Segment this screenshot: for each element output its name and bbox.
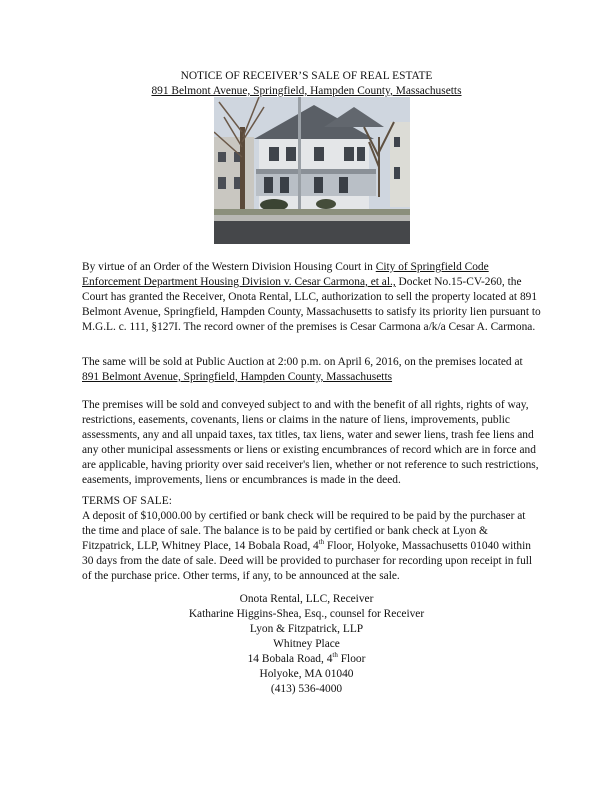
order-body-text: Docket No.15-CV-260, the Court has granted the Receiver, Onota Rental, LLC, authorization to sell the property located at 891 Belmont Avenue, Springfield, Hampden County, Massachusetts to satisfy its priority lien pursuant to M.G.L. c. 111, §127I. The record owner of the premises is Cesar Carmona a/k/a Cesar A. Carmona. — [82, 276, 541, 333]
signature-block — [0, 592, 613, 697]
terms-text-b: Floor, Holyoke, Massachusetts 01040 within 30 days from the date of sale. Deed will be provided to purchaser for recording upon receipt in full of the purchase price. Other terms, if any, to be announced at the sale. — [82, 540, 533, 582]
firm-city: Holyoke, MA 01040 — [259, 668, 354, 680]
auction-paragraph — [82, 355, 542, 385]
firm-street: 14 Bobala Road, 4th Floor — [247, 651, 366, 665]
terms-section — [82, 494, 542, 584]
firm-building: Whitney Place — [273, 638, 340, 650]
property-address-heading: 891 Belmont Avenue, Springfield, Hampden County, Massachusetts — [151, 85, 462, 97]
terms-sup: th — [318, 538, 325, 547]
receiver-name: Onota Rental, LLC, Receiver — [239, 593, 374, 605]
notice-title: NOTICE OF RECEIVER’S SALE OF REAL ESTATE — [180, 70, 433, 82]
auction-text: The same will be sold at Public Auction at 2:00 p.m. on April 6, 2016, on the premises located at — [82, 356, 523, 368]
conditions-text: The premises will be sold and conveyed subject to and with the benefit of all rights, rights of way, restrictions, easements, covenants, liens or claims in the nature of liens, improvements, public assessments, any and all unpaid taxes, tax titles, tax liens, water and sewer liens, trash fee liens and any other municipal assessments or liens or existing encumbrances of record which are in force and are applicable, having priority over said receiver's lien, whether or not reference to such restrictions, easements, improvements, liens or encumbrances is made in the deed. — [82, 399, 539, 486]
house-photo — [214, 97, 410, 244]
law-firm: Lyon & Fitzpatrick, LLP — [249, 623, 364, 635]
house-photo-illustration — [214, 97, 410, 244]
conditions-paragraph — [82, 398, 542, 488]
order-intro-text: By virtue of an Order of the Western Division Housing Court in — [82, 261, 376, 273]
counsel-name: Katharine Higgins-Shea, Esq., counsel for Receiver — [188, 608, 425, 620]
terms-text-a: A deposit of $10,000.00 by certified or bank check will be required to be paid by the purchaser at the time and place of sale. The balance is to be paid by certified or bank check at Lyon & Fitzpatrick, LLP, Whitney Place, 14 Bobala Road, 4 — [82, 510, 526, 552]
terms-heading: TERMS OF SALE: — [82, 495, 172, 507]
notice-heading — [0, 69, 613, 99]
order-paragraph — [82, 260, 542, 335]
auction-address: 891 Belmont Avenue, Springfield, Hampden County, Massachusetts — [82, 371, 393, 383]
firm-phone: (413) 536-4000 — [270, 683, 343, 695]
case-name: City of Springfield Code Enforcement Department Housing Division v. Cesar Carmona, et al., — [82, 261, 489, 288]
